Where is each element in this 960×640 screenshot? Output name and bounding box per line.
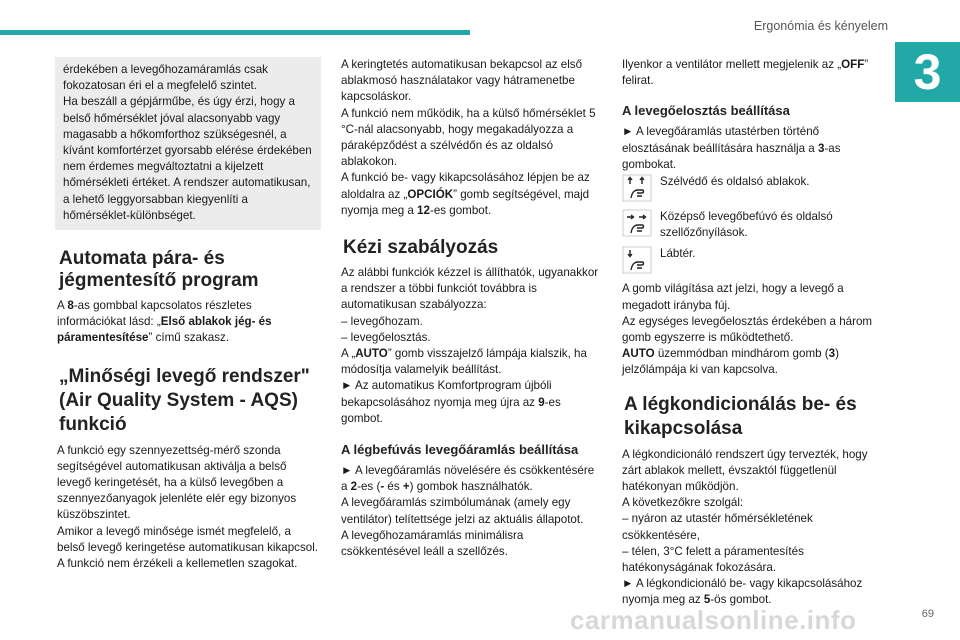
column-3 bbox=[622, 57, 884, 609]
watermark: carmanualsonline.info bbox=[570, 605, 857, 635]
airflow-paragraph: ► A levegőáramlás növelésére és csökkentésére a 2-es (- és +) gombok használhatók. bbox=[341, 464, 595, 494]
list-item: – levegőhozam. bbox=[341, 314, 423, 328]
heading-manual: Kézi szabályozás bbox=[343, 237, 499, 259]
ac-paragraph: A következőkre szolgál: bbox=[622, 496, 744, 510]
list-item: – nyáron az utastér hőmérsékletének csökkentésére, bbox=[622, 512, 813, 542]
footwell-icon bbox=[622, 246, 656, 276]
recirc-paragraph: A keringtetés automatikusan bekapcsol az első ablakmosó használatakor vagy hátramenetbe kapcsoláskor. bbox=[341, 58, 583, 104]
distribution-paragraph: ► A levegőáramlás utastérben történő elosztásának beállítására használja a 3-as gombokat. bbox=[622, 125, 841, 171]
heading-ac: A légkondicionálás be- és kikapcsolása bbox=[624, 393, 857, 439]
cross-reference-link: Első ablakok jég- és páramentesítése bbox=[57, 315, 272, 345]
icon-label: Lábtér. bbox=[660, 247, 696, 261]
airflow-paragraph: A levegőáramlás szimbólumának (amely egy ventilátor) telítettsége jelzi az aktuális állapotot. bbox=[341, 496, 584, 526]
aqs-paragraph: Amikor a levegő minősége ismét megfelelő, a belső levegő keringetése automatikusan kikapcsol. bbox=[57, 524, 319, 554]
aqs-paragraph: A funkció nem érzékeli a kellemetlen szagokat. bbox=[57, 557, 298, 571]
heading-defog: Automata pára- és jégmentesítő program bbox=[59, 248, 259, 292]
note-paragraph: érdekében a levegőhozamáramlás csak fokozatosan éri el a megfelelő szintet. bbox=[63, 63, 268, 93]
chapter-tab: 3 bbox=[895, 42, 960, 102]
defog-paragraph: A 8-as gombbal kapcsolatos részletes információkat lásd: „Első ablakok jég- és páramentesítése” című szakasz. bbox=[57, 299, 272, 345]
section-title: Ergonómia és kényelem bbox=[753, 19, 888, 33]
auto-paragraph: A „AUTO” gomb visszajelző lámpája kialszik, ha módosítja valamelyik beállítást. bbox=[341, 347, 587, 377]
comfort-paragraph: ► Az automatikus Komfortprogram újbóli bekapcsolásához nyomja meg újra az 9-es gombot. bbox=[341, 379, 561, 425]
central-side-vents-icon bbox=[622, 209, 656, 239]
light-paragraph: A gomb világítása azt jelzi, hogy a levegő a megadott irányba fúj. bbox=[622, 282, 844, 312]
list-item: – télen, 3°C felett a páramentesítés hatékonyságának fokozására. bbox=[622, 544, 804, 575]
aqs-paragraph: A funkció egy szennyezettség-mérő szonda segítségével automatikusan aktiválja a belső levegő keringetését, ha a külső levegőben a szennyezőanyagok jelenléte elér egy bizonyos küszöbszintet. bbox=[57, 443, 297, 522]
icon-label: Középső levegőbefúvó és oldalsó szellőzőnyílások. bbox=[660, 210, 833, 240]
column-1 bbox=[57, 57, 321, 572]
manual-paragraph: Az alábbi funkciók kézzel is állíthatók, ugyanakkor a rendszer a többi funkciót továbbra is automatikusan szabályozza: bbox=[341, 266, 599, 312]
heading-airflow: A légbefúvás levegőáramlás beállítása bbox=[341, 442, 579, 458]
windscreen-side-windows-icon bbox=[622, 174, 656, 204]
header-accent-bar bbox=[0, 30, 470, 35]
heading-aqs: „Minőségi levegő rendszer" (Air Quality System - AQS) funkció bbox=[59, 365, 310, 435]
note-paragraph: Ha beszáll a gépjárműbe, és úgy érzi, hogy a belső hőmérséklet jóval alacsonyabb vagy magasabb a hőkomforthoz szükségesnél, a kívánt komfortérzet gyorsabb elérése érdekében nem érdemes megváltoztatni a kijelzett hőmérsékleti értéket. A rendszer automatikusan, a lehető leggyorsabban kiegyenlíti a hőmérséklet-különbséget. bbox=[63, 95, 312, 222]
auto-mode-paragraph: AUTO üzemmódban mindhárom gomb (3) jelzőlámpája ki van kapcsolva. bbox=[622, 347, 839, 377]
icon-row bbox=[622, 209, 884, 241]
note-box bbox=[55, 57, 321, 230]
icon-row bbox=[622, 246, 884, 276]
column-2 bbox=[341, 57, 603, 560]
icon-label: Szélvédő és oldalsó ablakok. bbox=[660, 175, 810, 189]
list-item: – levegőelosztás. bbox=[341, 330, 431, 344]
light-paragraph: Az egységes levegőelosztás érdekében a három gomb egyszerre is működtethető. bbox=[622, 314, 873, 345]
recirc-paragraph: A funkció nem működik, ha a külső hőmérséklet 5 °C-nál alacsonyabb, hogy megakadályozza a páraképződést a szélvédőn és az oldalsó ablakokon. bbox=[341, 106, 596, 169]
icon-row bbox=[622, 174, 884, 204]
ac-paragraph: A légkondicionáló rendszert úgy tervezték, hogy zárt ablakok mellett, évszaktól függetlenül hatékonyan működjön. bbox=[622, 447, 868, 494]
options-paragraph: A funkció be- vagy kikapcsolásához lépjen be az aloldalra az „OPCIÓK” gomb segítségével, majd nyomja meg a 12-es gombot. bbox=[341, 171, 590, 217]
airflow-paragraph: A levegőhozamáramlás minimálisra csökkentésével leáll a szellőzés. bbox=[341, 528, 524, 559]
page-number: 69 bbox=[921, 608, 934, 620]
off-paragraph: Ilyenkor a ventilátor mellett megjelenik az „OFF” felirat. bbox=[622, 58, 869, 88]
ac-button-paragraph: ► A légkondicionáló be- vagy kikapcsolásához nyomja meg az 5-ös gombot. bbox=[622, 577, 863, 607]
heading-distribution: A levegőelosztás beállítása bbox=[622, 103, 790, 119]
